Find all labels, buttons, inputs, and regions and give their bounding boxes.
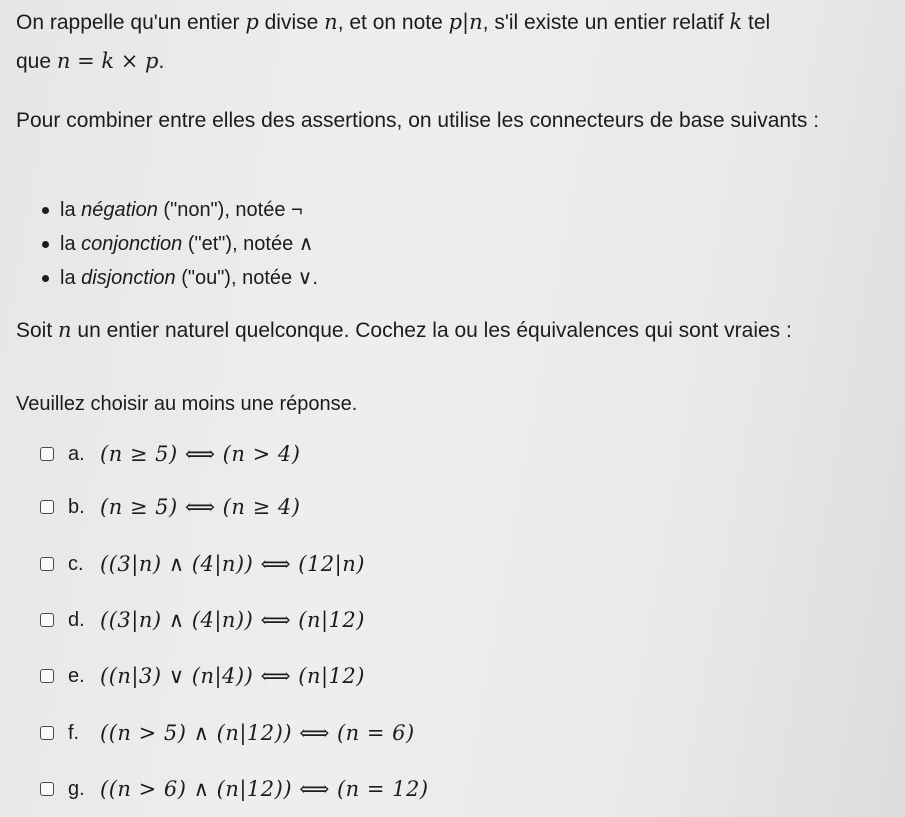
intro-text: . [158, 50, 165, 74]
connector-item [60, 227, 318, 261]
connector-text: ("et"), notée ∧ [182, 233, 314, 255]
intro-text: divise [258, 11, 325, 34]
connector-text: ("ou"), notée ∨. [175, 267, 318, 289]
option-expression: ((n|3) ∨ (n|4)) ⟺ (n|12) [100, 664, 365, 688]
connector-item [60, 193, 318, 227]
connector-name: conjonction [81, 233, 183, 255]
option-a[interactable] [40, 434, 300, 474]
option-g[interactable] [40, 769, 429, 809]
math-var: p [245, 10, 259, 34]
option-f[interactable] [40, 713, 415, 753]
math-var: n [324, 10, 338, 34]
option-expression: ((3|n) ∧ (4|n)) ⟺ (12|n) [100, 552, 365, 576]
question-part: un entier naturel quelconque. Cochez la ou les équivalences qui sont vraies : [71, 319, 792, 342]
connector-name: négation [81, 199, 158, 221]
checkbox[interactable] [40, 669, 54, 683]
option-expression: (n ≥ 5) ⟺ (n > 4) [100, 442, 301, 466]
option-letter: c. [68, 552, 84, 575]
intro-text: , s'il existe un entier relatif [482, 11, 730, 34]
option-letter: f. [68, 721, 80, 744]
intro-text: On rappelle qu'un entier [16, 11, 246, 34]
checkbox[interactable] [40, 500, 54, 514]
connectors-list [60, 193, 318, 295]
checkbox[interactable] [40, 782, 54, 796]
connector-text: la [60, 233, 82, 255]
checkbox[interactable] [40, 447, 54, 461]
checkbox[interactable] [40, 726, 54, 740]
option-letter: g. [68, 777, 85, 800]
connectors-intro: Pour combiner entre elles des assertions, on utilise les connecteurs de base suivants : [16, 109, 820, 132]
connector-name: disjonction [81, 267, 176, 289]
math-var: k [729, 10, 743, 34]
intro-text: , et on note [337, 11, 449, 34]
option-letter: d. [68, 608, 85, 631]
option-e[interactable] [40, 656, 365, 696]
option-expression: ((n > 6) ∧ (n|12)) ⟺ (n = 12) [100, 777, 429, 801]
math-var: n [58, 318, 72, 342]
option-d[interactable] [40, 600, 365, 640]
intro-text: tel [742, 11, 771, 34]
option-expression: ((3|n) ∧ (4|n)) ⟺ (n|12) [100, 608, 365, 632]
intro-text: que [16, 50, 57, 74]
option-expression: (n ≥ 5) ⟺ (n ≥ 4) [100, 495, 301, 519]
connector-text: la [60, 267, 82, 289]
question-part: Soit [16, 319, 59, 342]
option-b[interactable] [40, 487, 300, 527]
question-text [16, 318, 792, 343]
connector-text: la [60, 199, 82, 221]
intro-paragraph [16, 10, 895, 74]
option-letter: b. [68, 495, 85, 518]
option-c[interactable] [40, 544, 365, 584]
connector-text: ("non"), notée ¬ [157, 199, 303, 221]
option-expression: ((n > 5) ∧ (n|12)) ⟺ (n = 6) [100, 721, 415, 745]
instruction-text: Veuillez choisir au moins une réponse. [16, 393, 358, 415]
checkbox[interactable] [40, 557, 54, 571]
checkbox[interactable] [40, 613, 54, 627]
option-letter: a. [68, 442, 85, 465]
connector-item [60, 261, 318, 295]
option-letter: e. [68, 664, 85, 687]
math-expression: p|n [448, 10, 483, 34]
math-expression: n = k × p [56, 49, 159, 74]
